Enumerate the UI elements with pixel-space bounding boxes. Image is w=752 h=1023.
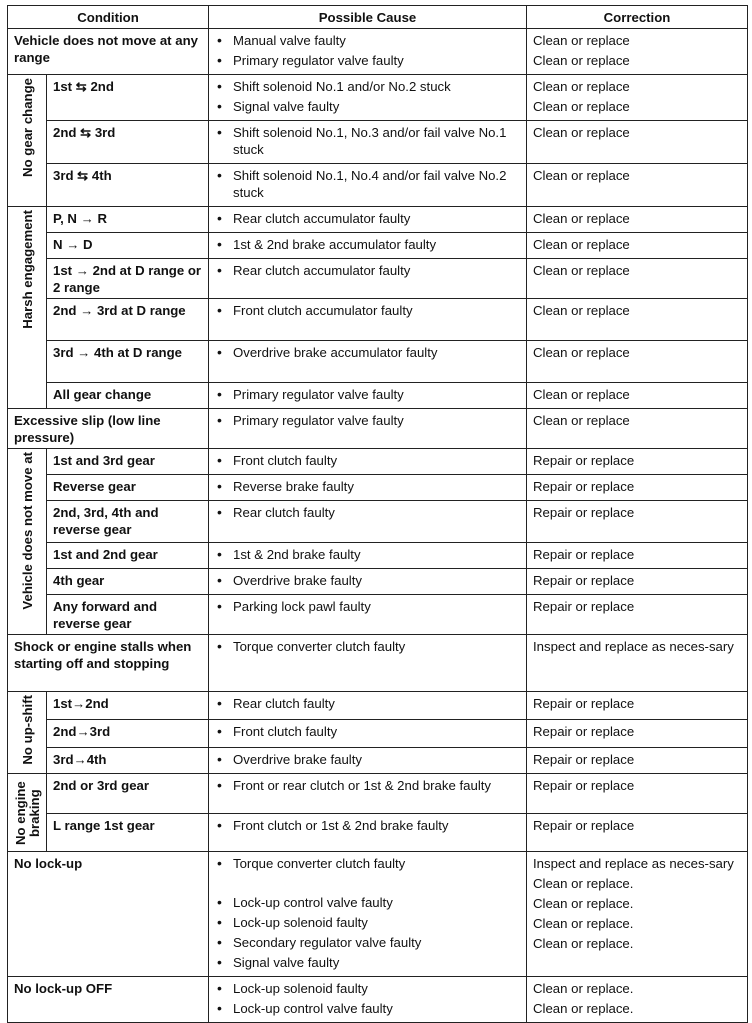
correction-item: Clean or replace. xyxy=(533,936,634,951)
cause-cell xyxy=(209,635,527,692)
cause-item: • Front clutch or 1st & 2nd brake faulty xyxy=(215,817,520,834)
troubleshooting-table xyxy=(7,5,748,1023)
cause-item: • Front clutch faulty xyxy=(215,723,520,740)
cause-cell xyxy=(209,383,527,409)
cause-item: • Shift solenoid No.1, No.3 and/or fail valve No.1 stuck xyxy=(215,124,520,158)
condition-cell: 2nd→3rd xyxy=(47,720,209,748)
correction-cell xyxy=(527,543,748,569)
table-row xyxy=(8,569,748,595)
correction-item: Clean or replace xyxy=(533,53,630,68)
cause-cell xyxy=(209,233,527,259)
cause-cell xyxy=(209,595,527,635)
correction-item: Repair or replace xyxy=(533,818,635,833)
correction-item: Repair or replace xyxy=(533,778,635,793)
condition-cell: Any forward and reverse gear xyxy=(47,595,209,635)
correction-item: Repair or replace xyxy=(533,724,635,739)
cause-item: • Torque converter clutch faulty xyxy=(215,855,520,872)
cause-item: • Lock-up control valve faulty xyxy=(215,894,520,911)
table-row xyxy=(8,29,748,75)
correction-item: Clean or replace xyxy=(533,211,630,226)
condition-cell: 2nd, 3rd, 4th and reverse gear xyxy=(47,501,209,543)
cause-item: • Front clutch accumulator faulty xyxy=(215,302,520,319)
table-row xyxy=(8,259,748,299)
condition-cell: 1st→2nd xyxy=(47,692,209,720)
cause-item: • Signal valve faulty xyxy=(215,954,520,971)
condition-cell: 2nd ⇆ 3rd xyxy=(47,121,209,164)
header-correction: Correction xyxy=(527,6,748,29)
cause-cell xyxy=(209,29,527,75)
condition-cell: No lock-up OFF xyxy=(8,977,209,1023)
correction-cell xyxy=(527,748,748,774)
group-label-cell xyxy=(8,207,47,409)
correction-cell xyxy=(527,501,748,543)
cause-item: • Primary regulator valve faulty xyxy=(215,52,520,69)
correction-item: Repair or replace xyxy=(533,599,635,614)
cause-item: • Signal valve faulty xyxy=(215,98,520,115)
correction-cell xyxy=(527,635,748,692)
cause-item: • Torque converter clutch faulty xyxy=(215,638,520,655)
correction-cell xyxy=(527,569,748,595)
cause-item: • Rear clutch accumulator faulty xyxy=(215,262,520,279)
group-label: Vehicle does not move at xyxy=(19,452,35,610)
correction-item: Clean or replace xyxy=(533,263,630,278)
cause-cell xyxy=(209,569,527,595)
cause-cell xyxy=(209,121,527,164)
correction-cell xyxy=(527,29,748,75)
table-row xyxy=(8,852,748,977)
cause-item: • Reverse brake faulty xyxy=(215,478,520,495)
cause-cell xyxy=(209,475,527,501)
correction-cell xyxy=(527,814,748,852)
correction-item: Repair or replace xyxy=(533,505,635,520)
condition-cell: 4th gear xyxy=(47,569,209,595)
cause-cell xyxy=(209,207,527,233)
cause-cell xyxy=(209,543,527,569)
correction-item: Repair or replace xyxy=(533,479,635,494)
correction-item: Repair or replace xyxy=(533,453,635,468)
cause-item: • Overdrive brake faulty xyxy=(215,751,520,768)
correction-item: Clean or replace xyxy=(533,99,630,114)
cause-item: • Secondary regulator valve faulty xyxy=(215,934,520,951)
cause-item: • Rear clutch accumulator faulty xyxy=(215,210,520,227)
cause-cell xyxy=(209,774,527,814)
condition-cell: L range 1st gear xyxy=(47,814,209,852)
cause-item: • Overdrive brake faulty xyxy=(215,572,520,589)
cause-item: • Lock-up solenoid faulty xyxy=(215,980,520,997)
correction-cell xyxy=(527,259,748,299)
table-row xyxy=(8,814,748,852)
cause-item: • Rear clutch faulty xyxy=(215,695,520,712)
correction-cell xyxy=(527,449,748,475)
condition-cell: 1st and 3rd gear xyxy=(47,449,209,475)
correction-cell xyxy=(527,341,748,383)
correction-cell xyxy=(527,121,748,164)
condition-cell: Reverse gear xyxy=(47,475,209,501)
condition-cell: Shock or engine stalls when starting off and stopping xyxy=(8,635,209,692)
correction-cell xyxy=(527,475,748,501)
table-row xyxy=(8,449,748,475)
correction-cell xyxy=(527,207,748,233)
correction-item: Inspect and replace as neces-sary xyxy=(533,856,734,871)
group-label: No up-shift xyxy=(19,695,35,765)
cause-item: • Primary regulator valve faulty xyxy=(215,386,520,403)
correction-item: Clean or replace. xyxy=(533,896,634,911)
table-row xyxy=(8,299,748,341)
table-row xyxy=(8,207,748,233)
correction-cell xyxy=(527,852,748,977)
condition-cell: 1st and 2nd gear xyxy=(47,543,209,569)
condition-cell: P, N → R xyxy=(47,207,209,233)
table-row xyxy=(8,774,748,814)
correction-item: Repair or replace xyxy=(533,696,635,711)
condition-cell: 3rd→4th xyxy=(47,748,209,774)
cause-cell xyxy=(209,852,527,977)
condition-cell: 1st ⇆ 2nd xyxy=(47,75,209,121)
cause-cell xyxy=(209,259,527,299)
correction-item: Clean or replace xyxy=(533,237,630,252)
condition-cell: 3rd → 4th at D range xyxy=(47,341,209,383)
condition-cell: N → D xyxy=(47,233,209,259)
condition-cell: 2nd or 3rd gear xyxy=(47,774,209,814)
correction-item: Clean or replace. xyxy=(533,876,634,891)
table-row xyxy=(8,75,748,121)
header-row xyxy=(8,6,748,29)
cause-cell xyxy=(209,299,527,341)
correction-cell xyxy=(527,692,748,720)
cause-item: • Overdrive brake accumulator faulty xyxy=(215,344,520,361)
table-row xyxy=(8,595,748,635)
cause-item: • Shift solenoid No.1 and/or No.2 stuck xyxy=(215,78,520,95)
group-label-cell xyxy=(8,774,47,852)
correction-item: Clean or replace xyxy=(533,33,630,48)
group-label: No gear change xyxy=(19,78,35,177)
correction-item: Repair or replace xyxy=(533,573,635,588)
group-label-cell xyxy=(8,449,47,635)
table-row xyxy=(8,341,748,383)
correction-item: Clean or replace xyxy=(533,413,630,428)
cause-item: • Rear clutch faulty xyxy=(215,504,520,521)
cause-cell xyxy=(209,501,527,543)
cause-cell xyxy=(209,449,527,475)
correction-item: Clean or replace xyxy=(533,387,630,402)
correction-cell xyxy=(527,164,748,207)
correction-cell xyxy=(527,75,748,121)
table-row xyxy=(8,409,748,449)
condition-cell: 2nd → 3rd at D range xyxy=(47,299,209,341)
correction-item: Clean or replace xyxy=(533,345,630,360)
condition-cell: Vehicle does not move at any range xyxy=(8,29,209,75)
correction-item: Clean or replace xyxy=(533,168,630,183)
cause-cell xyxy=(209,409,527,449)
table-row xyxy=(8,475,748,501)
table-row xyxy=(8,635,748,692)
correction-cell xyxy=(527,383,748,409)
table-row xyxy=(8,501,748,543)
correction-item: Clean or replace. xyxy=(533,916,634,931)
table-row xyxy=(8,383,748,409)
header-condition: Condition xyxy=(8,6,209,29)
correction-cell xyxy=(527,299,748,341)
correction-item: Inspect and replace as neces-sary xyxy=(533,639,734,654)
cause-item: • Shift solenoid No.1, No.4 and/or fail valve No.2 stuck xyxy=(215,167,520,201)
cause-item: • Lock-up control valve faulty xyxy=(215,1000,520,1017)
cause-cell xyxy=(209,164,527,207)
cause-item: • Front or rear clutch or 1st & 2nd brake faulty xyxy=(215,777,520,794)
correction-item: Clean or replace. xyxy=(533,1001,634,1016)
cause-cell xyxy=(209,341,527,383)
correction-item: Repair or replace xyxy=(533,752,635,767)
correction-item: Clean or replace xyxy=(533,303,630,318)
correction-cell xyxy=(527,720,748,748)
group-label: No engine braking xyxy=(13,781,42,845)
cause-cell xyxy=(209,720,527,748)
cause-item: • Front clutch faulty xyxy=(215,452,520,469)
condition-cell: Excessive slip (low line pressure) xyxy=(8,409,209,449)
table-row xyxy=(8,164,748,207)
correction-cell xyxy=(527,774,748,814)
correction-item: Clean or replace. xyxy=(533,981,634,996)
correction-cell xyxy=(527,409,748,449)
group-label-cell xyxy=(8,75,47,207)
table-row xyxy=(8,121,748,164)
table-row xyxy=(8,543,748,569)
cause-item: • Primary regulator valve faulty xyxy=(215,412,520,429)
condition-cell: 1st → 2nd at D range or 2 range xyxy=(47,259,209,299)
table-row xyxy=(8,233,748,259)
correction-item: Clean or replace xyxy=(533,79,630,94)
table-row xyxy=(8,692,748,720)
condition-cell: 3rd ⇆ 4th xyxy=(47,164,209,207)
cause-item: • Manual valve faulty xyxy=(215,32,520,49)
table-row xyxy=(8,748,748,774)
group-label-cell xyxy=(8,692,47,774)
cause-cell xyxy=(209,748,527,774)
correction-item: Repair or replace xyxy=(533,547,635,562)
correction-item: Clean or replace xyxy=(533,125,630,140)
cause-item: • 1st & 2nd brake accumulator faulty xyxy=(215,236,520,253)
header-possible-cause: Possible Cause xyxy=(209,6,527,29)
group-label: Harsh engagement xyxy=(19,210,35,329)
condition-cell: No lock-up xyxy=(8,852,209,977)
cause-cell xyxy=(209,75,527,121)
cause-cell xyxy=(209,814,527,852)
cause-item: • Parking lock pawl faulty xyxy=(215,598,520,615)
condition-cell: All gear change xyxy=(47,383,209,409)
cause-item: • 1st & 2nd brake faulty xyxy=(215,546,520,563)
cause-cell xyxy=(209,692,527,720)
table-row xyxy=(8,720,748,748)
correction-cell xyxy=(527,595,748,635)
correction-cell xyxy=(527,233,748,259)
cause-item: • Lock-up solenoid faulty xyxy=(215,914,520,931)
